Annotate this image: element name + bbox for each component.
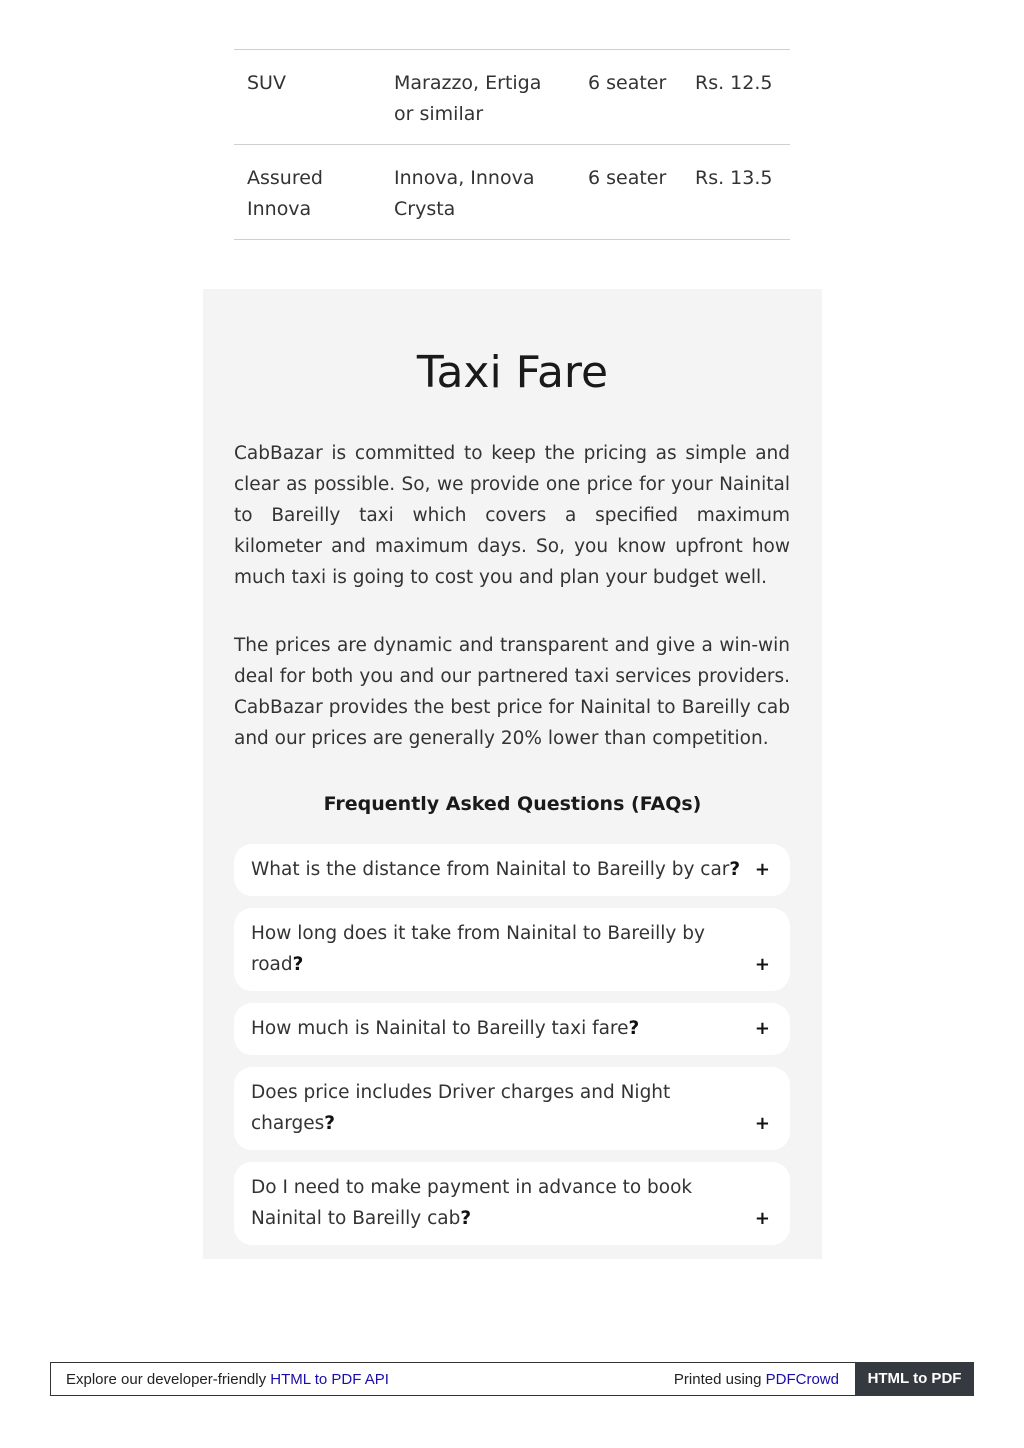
html-to-pdf-button[interactable]: HTML to PDF [855, 1362, 974, 1396]
faq-question: What is the distance from Nainital to Bareilly by car [251, 859, 730, 880]
car-type-cell: SUV [247, 72, 286, 94]
question-mark: ? [628, 1018, 640, 1039]
question-mark: ? [729, 859, 741, 880]
fare-paragraph-2: The prices are dynamic and transparent and give a win-win deal for both you and our partnered taxi services providers. CabBazar provides the best price for Nainital to Bareilly cab and our prices are generally 20% lower than competition. [234, 635, 790, 749]
car-rate-cell: Rs. 13.5 [695, 167, 773, 189]
faq-question: How much is Nainital to Bareilly taxi fare [251, 1018, 629, 1039]
printed-text: Printed using [673, 1371, 762, 1388]
plus-icon[interactable]: + [754, 1018, 770, 1039]
car-models-cell: Marazzo, Ertiga or similar [394, 72, 542, 125]
faq-question: Do I need to make payment in advance to book Nainital to Bareilly cab [251, 1177, 693, 1229]
plus-icon[interactable]: + [754, 859, 770, 880]
pdfcrowd-link[interactable]: PDFCrowd [765, 1371, 839, 1388]
table-row [234, 50, 790, 145]
faq-item-distance[interactable] [234, 844, 790, 896]
footer-explore [66, 1371, 389, 1388]
taxi-fare-section [203, 289, 822, 1259]
fare-paragraph-1: CabBazar is committed to keep the pricing as simple and clear as possible. So, we provide one price for your Nainital to Bareilly taxi which covers a specified maximum kilometer and maximum days. So, you know upfront how much taxi is going to cost you and plan your budget well. [234, 443, 790, 588]
plus-icon[interactable]: + [754, 1113, 770, 1134]
car-rate-cell: Rs. 12.5 [695, 72, 773, 94]
faq-question: How long does it take from Nainital to Bareilly by road [251, 923, 705, 975]
explore-text: Explore our developer-friendly [66, 1371, 267, 1388]
question-mark: ? [460, 1208, 472, 1229]
faq-item-duration[interactable] [234, 908, 790, 991]
question-mark: ? [292, 954, 304, 975]
faq-item-advance-payment[interactable] [234, 1162, 790, 1245]
question-mark: ? [324, 1113, 336, 1134]
faq-item-fare[interactable] [234, 1003, 790, 1055]
plus-icon[interactable]: + [754, 954, 770, 975]
car-capacity-cell: 6 seater [588, 167, 667, 189]
faq-question: Does price includes Driver charges and Night charges [251, 1082, 671, 1134]
footer-printed [674, 1371, 839, 1388]
section-title: Taxi Fare [416, 347, 609, 398]
car-models-cell: Innova, Innova Crysta [394, 167, 535, 220]
pdfcrowd-footer [50, 1362, 974, 1396]
car-type-cell: Assured Innova [247, 167, 323, 220]
car-pricing-table [234, 49, 790, 240]
faq-heading: Frequently Asked Questions (FAQs) [323, 793, 702, 815]
car-capacity-cell: 6 seater [588, 72, 667, 94]
faq-list [234, 844, 790, 1257]
plus-icon[interactable]: + [754, 1208, 770, 1229]
html-to-pdf-api-link[interactable]: HTML to PDF API [270, 1371, 389, 1388]
faq-item-charges[interactable] [234, 1067, 790, 1150]
table-row [234, 145, 790, 240]
